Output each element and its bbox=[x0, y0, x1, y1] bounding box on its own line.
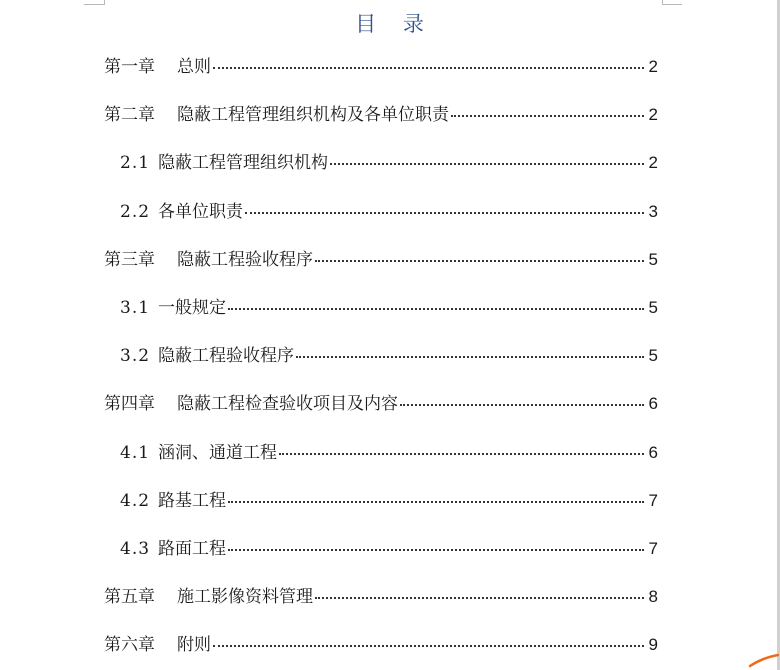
toc-entry[interactable] bbox=[120, 293, 658, 319]
toc-entry[interactable] bbox=[120, 197, 658, 223]
toc-entry-number: 第四章 bbox=[104, 394, 155, 414]
toc-entry-number: 第五章 bbox=[104, 587, 155, 607]
toc-entry-label: 路基工程 bbox=[158, 491, 227, 511]
toc-entry-label: 隐蔽工程验收程序 bbox=[177, 250, 313, 270]
toc-entry-number: 3.2 bbox=[120, 346, 151, 366]
toc-entry-number: 3.1 bbox=[120, 298, 151, 318]
toc-title bbox=[0, 8, 780, 38]
toc-dot-leader bbox=[330, 163, 644, 165]
toc-entry-label: 施工影像资料管理 bbox=[177, 587, 313, 607]
toc-entry[interactable] bbox=[104, 630, 658, 656]
toc-entry-label: 隐蔽工程管理组织机构及各单位职责 bbox=[177, 105, 449, 125]
toc-entry-label: 隐蔽工程管理组织机构 bbox=[158, 153, 329, 173]
toc-entry-page-number: 9 bbox=[648, 635, 658, 654]
toc-dot-leader bbox=[315, 260, 644, 262]
toc-entry-number: 4.2 bbox=[120, 491, 151, 511]
toc-entry[interactable] bbox=[104, 100, 658, 126]
toc-entry[interactable] bbox=[104, 245, 658, 271]
toc-entry[interactable] bbox=[104, 389, 658, 415]
toc-entry[interactable] bbox=[104, 52, 658, 78]
annotation-mark-icon bbox=[748, 650, 780, 670]
toc-entry-page-number: 7 bbox=[648, 539, 658, 558]
crop-mark-top-left bbox=[84, 4, 104, 5]
toc-entry-number: 第二章 bbox=[104, 105, 155, 125]
toc-dot-leader bbox=[228, 308, 644, 310]
toc-entry-label: 隐蔽工程验收程序 bbox=[158, 346, 295, 366]
toc-dot-leader bbox=[296, 356, 644, 358]
toc-title-char: 目 bbox=[355, 12, 378, 36]
toc-entry-number: 第一章 bbox=[104, 57, 155, 77]
toc-entry-number: 4.3 bbox=[120, 539, 151, 559]
toc-dot-leader bbox=[213, 67, 644, 69]
crop-mark-top-right bbox=[662, 4, 682, 5]
toc-entry-number: 2.2 bbox=[120, 202, 151, 222]
toc-entry-page-number: 3 bbox=[648, 202, 658, 221]
toc-entry-number: 第六章 bbox=[104, 635, 155, 655]
toc-entry-number: 2.1 bbox=[120, 153, 151, 173]
toc-entry-page-number: 6 bbox=[648, 394, 658, 413]
toc-entry-number: 4.1 bbox=[120, 443, 151, 463]
crop-mark-top-right bbox=[662, 0, 663, 5]
toc-entry-page-number: 8 bbox=[648, 587, 658, 606]
toc-entry-page-number: 5 bbox=[648, 346, 658, 365]
crop-mark-top-left bbox=[104, 0, 105, 5]
toc-entry-label: 涵洞、通道工程 bbox=[158, 443, 278, 463]
toc-dot-leader bbox=[451, 115, 644, 117]
toc-entry-label: 隐蔽工程检查验收项目及内容 bbox=[177, 394, 398, 414]
toc-entry-label: 附则 bbox=[177, 635, 211, 655]
toc-entry-page-number: 6 bbox=[648, 443, 658, 462]
toc-dot-leader bbox=[400, 404, 644, 406]
toc-dot-leader bbox=[213, 645, 644, 647]
toc-dot-leader bbox=[228, 501, 644, 503]
toc-dot-leader bbox=[315, 597, 644, 599]
toc-entry[interactable] bbox=[120, 148, 658, 174]
toc-entry-number: 第三章 bbox=[104, 250, 155, 270]
toc-title-char: 录 bbox=[402, 12, 425, 36]
toc-entry-page-number: 7 bbox=[648, 491, 658, 510]
toc-dot-leader bbox=[228, 549, 644, 551]
toc-entry-page-number: 2 bbox=[648, 153, 658, 172]
toc-dot-leader bbox=[279, 453, 644, 455]
toc-entry-label: 路面工程 bbox=[158, 539, 227, 559]
toc-entry-label: 总则 bbox=[177, 57, 211, 77]
toc-entry[interactable] bbox=[120, 438, 658, 464]
toc-entry-page-number: 5 bbox=[648, 298, 658, 317]
toc-entry[interactable] bbox=[120, 341, 658, 367]
toc-entry-label: 各单位职责 bbox=[158, 202, 244, 222]
toc-entry-page-number: 2 bbox=[648, 105, 658, 124]
toc-entry[interactable] bbox=[104, 582, 658, 608]
toc-entry[interactable] bbox=[120, 486, 658, 512]
toc-dot-leader bbox=[245, 212, 644, 214]
toc-entry-page-number: 5 bbox=[648, 250, 658, 269]
toc-entry-label: 一般规定 bbox=[158, 298, 227, 318]
toc-entry[interactable] bbox=[120, 534, 658, 560]
toc-entry-page-number: 2 bbox=[648, 57, 658, 76]
